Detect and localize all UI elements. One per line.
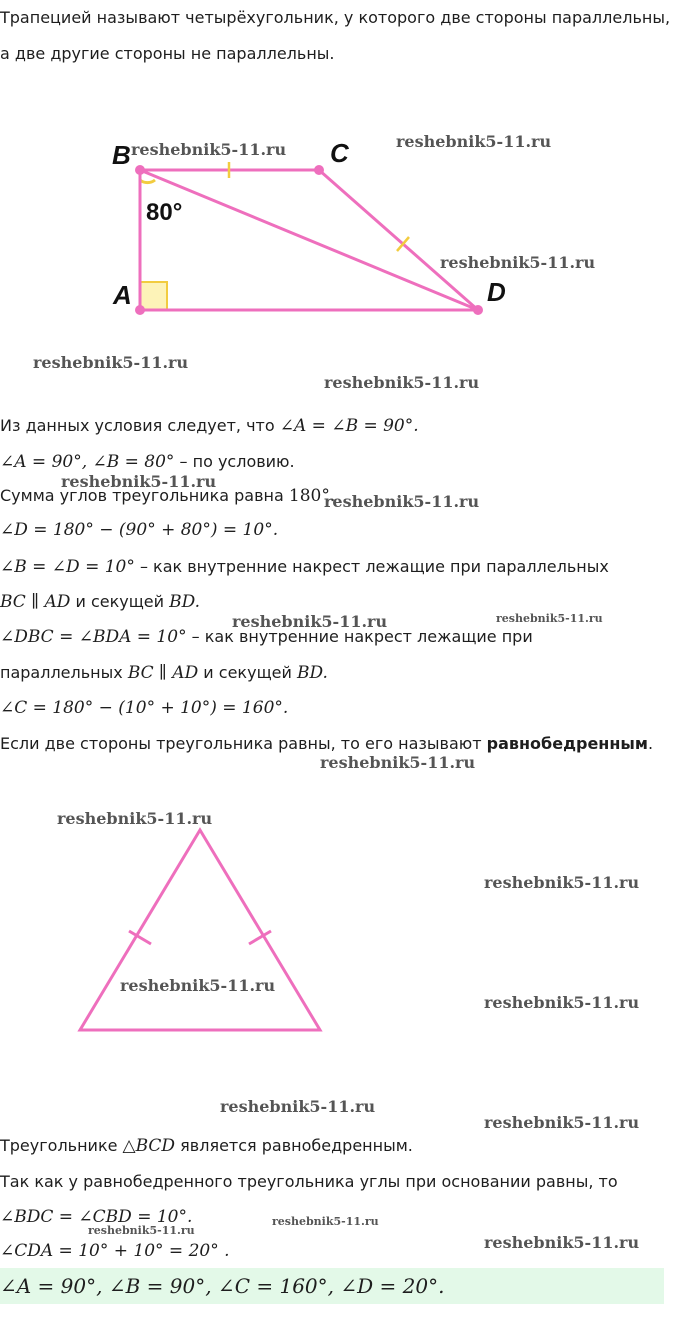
solution2-line-1	[0, 1136, 413, 1156]
math-expression: BD.	[169, 592, 201, 612]
math-expression: BC ∥ AD	[127, 663, 199, 683]
watermark: reshebnik5-11.ru	[88, 1224, 195, 1237]
math-expression: ∠CDA = 10° + 10° = 20° .	[0, 1241, 230, 1261]
answer-math: ∠A = 90°, ∠B = 90°, ∠C = 160°, ∠D = 20°.	[0, 1274, 445, 1298]
solution-text: и секущей	[198, 663, 297, 682]
angle-label: 80°	[146, 199, 183, 226]
answer-box	[0, 1268, 664, 1304]
solution-line-9	[0, 698, 288, 718]
watermark: reshebnik5-11.ru	[496, 612, 603, 625]
math-expression: ∠B = ∠D = 10°	[0, 557, 135, 577]
solution-text: является равнобедренным.	[175, 1136, 413, 1155]
solution-line-4	[0, 520, 278, 540]
solution-text: Треугольнике	[0, 1136, 123, 1155]
math-expression: ∠A = 90°, ∠B = 80°	[0, 452, 175, 472]
answer-line	[0, 1276, 444, 1297]
solution-line-1	[0, 416, 419, 436]
math-expression: ∠C = 180° − (10° + 10°) = 160°.	[0, 698, 289, 718]
solution-text: – как внутренние накрест лежащие при параллельных	[134, 557, 609, 576]
watermark: reshebnik5-11.ru	[440, 253, 596, 272]
watermark: reshebnik5-11.ru	[484, 1233, 640, 1252]
solution-line-6	[0, 592, 200, 612]
math-expression: ∠BDC = ∠CBD = 10°.	[0, 1207, 193, 1227]
vertex-c	[314, 165, 324, 175]
watermark: reshebnik5-11.ru	[120, 976, 276, 995]
trapezoid-angle-a-marker	[140, 282, 167, 310]
math-expression: ∠D = 180° − (90° + 80°) = 10°.	[0, 520, 279, 540]
watermark: reshebnik5-11.ru	[484, 873, 640, 892]
solution2-line-2: Так как у равнобедренного треугольника углы при основании равны, то	[0, 1172, 618, 1191]
solution-text: – по условию.	[174, 452, 295, 471]
solution-text: – как внутренние накрест лежащие при	[186, 627, 533, 646]
watermark: reshebnik5-11.ru	[324, 492, 480, 511]
solution-text: Если две стороны треугольника равны, то его называют	[0, 734, 487, 753]
diagonal-bd	[140, 170, 478, 310]
watermark: reshebnik5-11.ru	[232, 612, 388, 631]
watermark: reshebnik5-11.ru	[131, 140, 287, 159]
watermark: reshebnik5-11.ru	[484, 993, 640, 1012]
label-d: D	[487, 277, 506, 307]
watermark: reshebnik5-11.ru	[320, 753, 476, 772]
watermark: reshebnik5-11.ru	[220, 1097, 376, 1116]
side-cd	[319, 170, 478, 310]
intro-line-1: Трапецией называют четырёхугольник, у которого две стороны параллельны,	[0, 8, 671, 27]
solution-line-10	[0, 734, 653, 754]
solution2-line-4	[0, 1241, 230, 1261]
triangle	[80, 830, 320, 1030]
math-expression: BC ∥ AD	[0, 592, 71, 612]
solution-text: и секущей	[70, 592, 170, 611]
vertex-a	[135, 305, 145, 315]
watermark: reshebnik5-11.ru	[33, 353, 189, 372]
angle-b-arc	[140, 180, 155, 183]
label-c: C	[330, 138, 349, 168]
watermark: reshebnik5-11.ru	[61, 472, 217, 491]
solution-text: .	[647, 734, 654, 753]
solution-line-2	[0, 452, 295, 472]
label-b: B	[112, 140, 131, 170]
watermark: reshebnik5-11.ru	[272, 1215, 379, 1228]
vertex-d	[473, 305, 483, 315]
math-expression: △BCD	[122, 1136, 176, 1156]
solution-text: Из данных условия следует, что	[0, 416, 280, 435]
intro-line-2: а две другие стороны не параллельны.	[0, 44, 335, 63]
math-expression: 180°.	[288, 486, 336, 506]
watermark: reshebnik5-11.ru	[324, 373, 480, 392]
bold-term: равнобедренным	[486, 734, 648, 753]
solution-text: Сумма углов треугольника равна	[0, 486, 289, 505]
vertex-b	[135, 165, 145, 175]
math-expression: BD.	[296, 663, 328, 683]
watermark: reshebnik5-11.ru	[57, 809, 213, 828]
math-expression: ∠DBC = ∠BDA = 10°	[0, 627, 187, 647]
solution-line-5	[0, 557, 609, 577]
solution-line-8	[0, 663, 328, 683]
math-expression: ∠A = ∠B = 90°.	[279, 416, 419, 436]
solution-text: параллельных	[0, 663, 128, 682]
label-a: A	[113, 280, 132, 310]
trapezoid-figure	[0, 130, 680, 350]
watermark: reshebnik5-11.ru	[396, 132, 552, 151]
watermark: reshebnik5-11.ru	[484, 1113, 640, 1132]
